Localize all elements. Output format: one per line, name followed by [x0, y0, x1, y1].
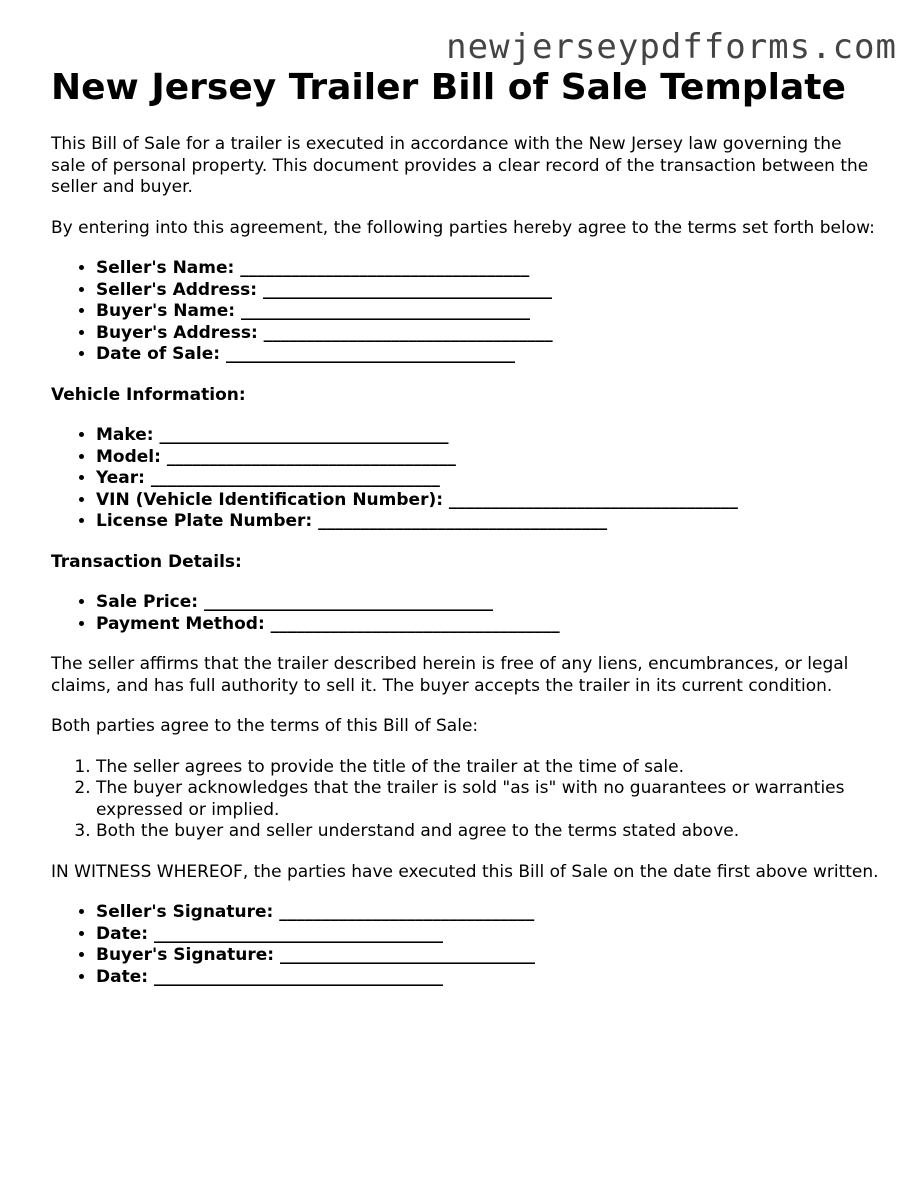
- vin-field: • VIN (Vehicle Identification Number): __________________________________: [96, 490, 881, 512]
- transaction-fields-list: [51, 592, 881, 635]
- watermark: newjerseypdfforms.com: [446, 27, 897, 67]
- vehicle-fields-list: [51, 425, 881, 533]
- signature-fields-list: [51, 902, 881, 988]
- terms-list: [51, 757, 881, 843]
- affirmation-paragraph: The seller affirms that the trailer described herein is free of any liens, encumbrances, or legal claims, and has full authority to sell it. The buyer accepts the trailer in its current condition.: [51, 654, 849, 696]
- buyer-address-field: • Buyer's Address: __________________________________: [96, 323, 881, 345]
- transaction-heading: Transaction Details:: [51, 551, 242, 572]
- seller-date-field: • Date: __________________________________: [96, 924, 881, 946]
- term-item: 2. The buyer acknowledges that the trailer is sold "as is" with no guarantees or warranties expressed or implied.: [96, 778, 881, 821]
- buyer-name-field: • Buyer's Name: __________________________________: [96, 301, 881, 323]
- parties-intro-paragraph: By entering into this agreement, the following parties hereby agree to the terms set forth below:: [51, 217, 875, 238]
- term-item: 3. Both the buyer and seller understand and agree to the terms stated above.: [96, 821, 881, 843]
- intro-paragraph: This Bill of Sale for a trailer is executed in accordance with the New Jersey law governing the sale of personal property. This document provides a clear record of the transaction between the seller and buyer.: [51, 134, 869, 197]
- license-plate-field: • License Plate Number: __________________________________: [96, 511, 881, 533]
- document-page: [51, 64, 881, 988]
- date-of-sale-field: • Date of Sale: __________________________________: [96, 344, 881, 366]
- party-fields-list: [51, 258, 881, 366]
- witness-paragraph: IN WITNESS WHEREOF, the parties have executed this Bill of Sale on the date first above written.: [51, 861, 879, 882]
- term-item: 1. The seller agrees to provide the title of the trailer at the time of sale.: [96, 757, 881, 779]
- page-title: New Jersey Trailer Bill of Sale Template: [51, 67, 846, 108]
- sale-price-field: • Sale Price: __________________________________: [96, 592, 881, 614]
- payment-method-field: • Payment Method: __________________________________: [96, 614, 881, 636]
- vehicle-heading: Vehicle Information:: [51, 384, 246, 405]
- buyer-date-field: • Date: __________________________________: [96, 967, 881, 989]
- buyer-signature-field: • Buyer's Signature: ______________________________: [96, 945, 881, 967]
- year-field: • Year: __________________________________: [96, 468, 881, 490]
- agreement-intro-paragraph: Both parties agree to the terms of this Bill of Sale:: [51, 716, 479, 736]
- model-field: • Model: __________________________________: [96, 447, 881, 469]
- make-field: • Make: __________________________________: [96, 425, 881, 447]
- seller-address-field: • Seller's Address: __________________________________: [96, 280, 881, 302]
- seller-name-field: • Seller's Name: __________________________________: [96, 258, 881, 280]
- seller-signature-field: • Seller's Signature: ______________________________: [96, 902, 881, 924]
